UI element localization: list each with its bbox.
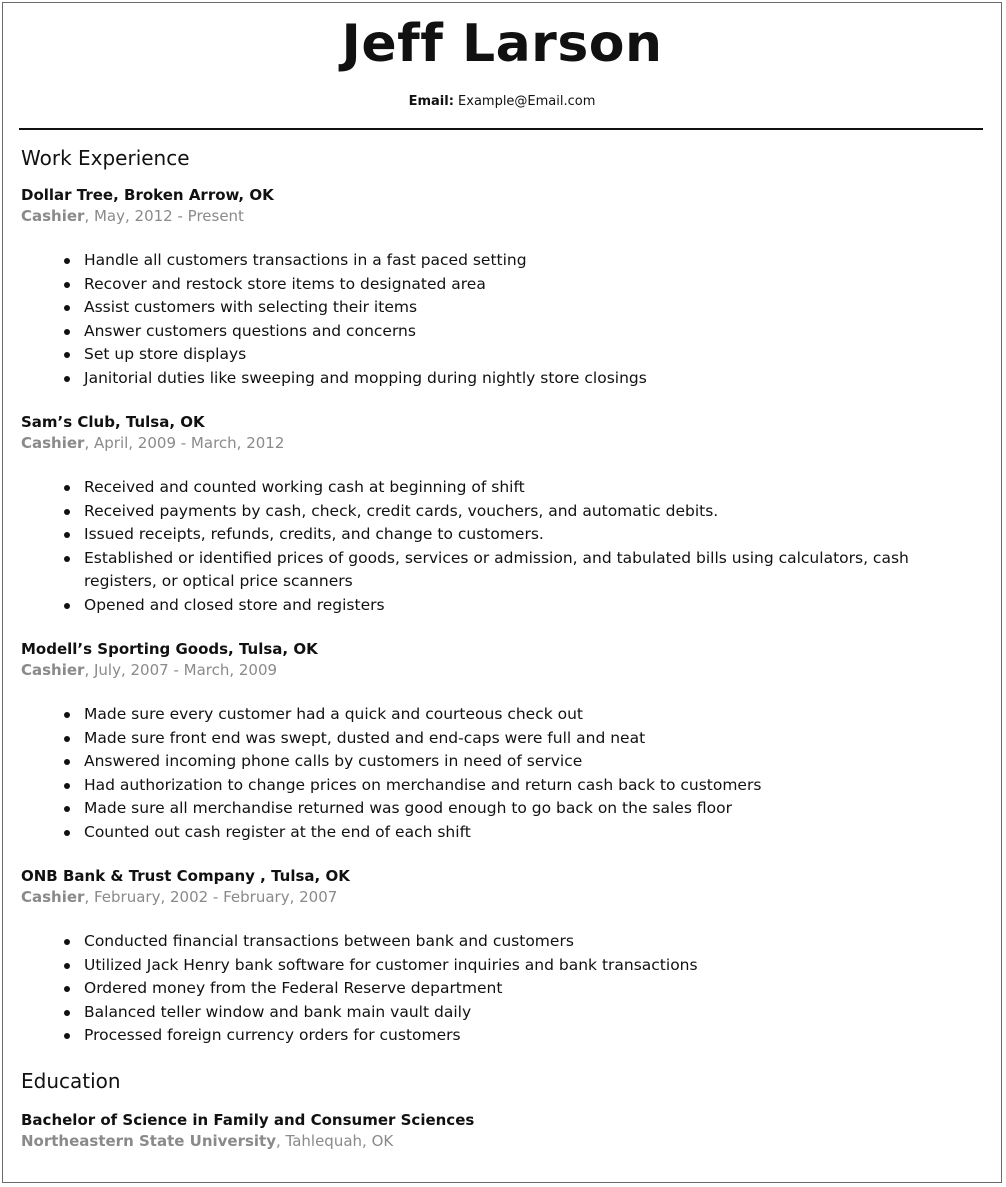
work-experience-heading: Work Experience [21, 146, 190, 170]
list-item: Utilized Jack Henry bank software for customer inquiries and bank transactions [84, 954, 983, 978]
job-role: Cashier [21, 434, 85, 452]
duties-list [21, 703, 983, 844]
job-role: Cashier [21, 661, 85, 679]
education-meta [21, 1131, 983, 1152]
job-employer: ONB Bank & Trust Company , Tulsa, OK [21, 867, 350, 885]
job-role: Cashier [21, 888, 85, 906]
list-item: Answered incoming phone calls by customers in need of service [84, 750, 983, 774]
list-item: Set up store displays [84, 343, 983, 367]
email-label: Email: [408, 94, 454, 109]
job-entry [21, 185, 983, 390]
list-item: Assist customers with selecting their items [84, 296, 983, 320]
list-item: Conducted financial transactions between bank and customers [84, 930, 983, 954]
list-item: Processed foreign currency orders for customers [84, 1024, 983, 1048]
email-value: Example@Email.com [458, 94, 596, 109]
job-entry [21, 412, 983, 617]
list-item: Established or identified prices of goods, services or admission, and tabulated bills using calculators, cash registers, or optical price scanners [84, 547, 983, 594]
job-employer: Modell’s Sporting Goods, Tulsa, OK [21, 640, 318, 658]
list-item: Made sure all merchandise returned was good enough to go back on the sales floor [84, 797, 983, 821]
list-item: Balanced teller window and bank main vault daily [84, 1001, 983, 1025]
job-dates: , February, 2002 - February, 2007 [84, 888, 338, 906]
list-item: Made sure front end was swept, dusted and end-caps were full and neat [84, 727, 983, 751]
job-meta [21, 433, 983, 454]
education-entry [21, 1110, 983, 1152]
job-role: Cashier [21, 207, 85, 225]
resume-body [21, 141, 983, 1152]
list-item: Answer customers questions and concerns [84, 320, 983, 344]
list-item: Issued receipts, refunds, credits, and change to customers. [84, 523, 983, 547]
list-item: Handle all customers transactions in a fast paced setting [84, 249, 983, 273]
job-employer: Dollar Tree, Broken Arrow, OK [21, 186, 274, 204]
job-employer: Sam’s Club, Tulsa, OK [21, 413, 205, 431]
education-heading: Education [21, 1068, 121, 1093]
list-item: Counted out cash register at the end of each shift [84, 821, 983, 845]
list-item: Janitorial duties like sweeping and mopping during nightly store closings [84, 367, 983, 391]
list-item: Received payments by cash, check, credit cards, vouchers, and automatic debits. [84, 500, 983, 524]
list-item: Opened and closed store and registers [84, 594, 983, 618]
list-item: Made sure every customer had a quick and courteous check out [84, 703, 983, 727]
job-dates: , July, 2007 - March, 2009 [84, 661, 278, 679]
job-meta [21, 206, 983, 227]
list-item: Recover and restock store items to designated area [84, 273, 983, 297]
duties-list [21, 930, 983, 1048]
duties-list [21, 249, 983, 390]
list-item: Had authorization to change prices on merchandise and return cash back to customers [84, 774, 983, 798]
job-dates: , May, 2012 - Present [84, 207, 244, 225]
job-meta [21, 660, 983, 681]
candidate-name: Jeff Larson [341, 14, 663, 74]
job-meta [21, 887, 983, 908]
school-name: Northeastern State University [21, 1131, 276, 1150]
school-location: , Tahlequah, OK [276, 1131, 394, 1150]
contact-line [21, 92, 983, 112]
list-item: Received and counted working cash at beginning of shift [84, 476, 983, 500]
job-entry [21, 639, 983, 844]
duties-list [21, 476, 983, 617]
list-item: Ordered money from the Federal Reserve department [84, 977, 983, 1001]
job-entry [21, 866, 983, 1048]
job-dates: , April, 2009 - March, 2012 [84, 434, 285, 452]
header-divider [19, 128, 983, 130]
degree: Bachelor of Science in Family and Consumer Sciences [21, 1110, 475, 1129]
